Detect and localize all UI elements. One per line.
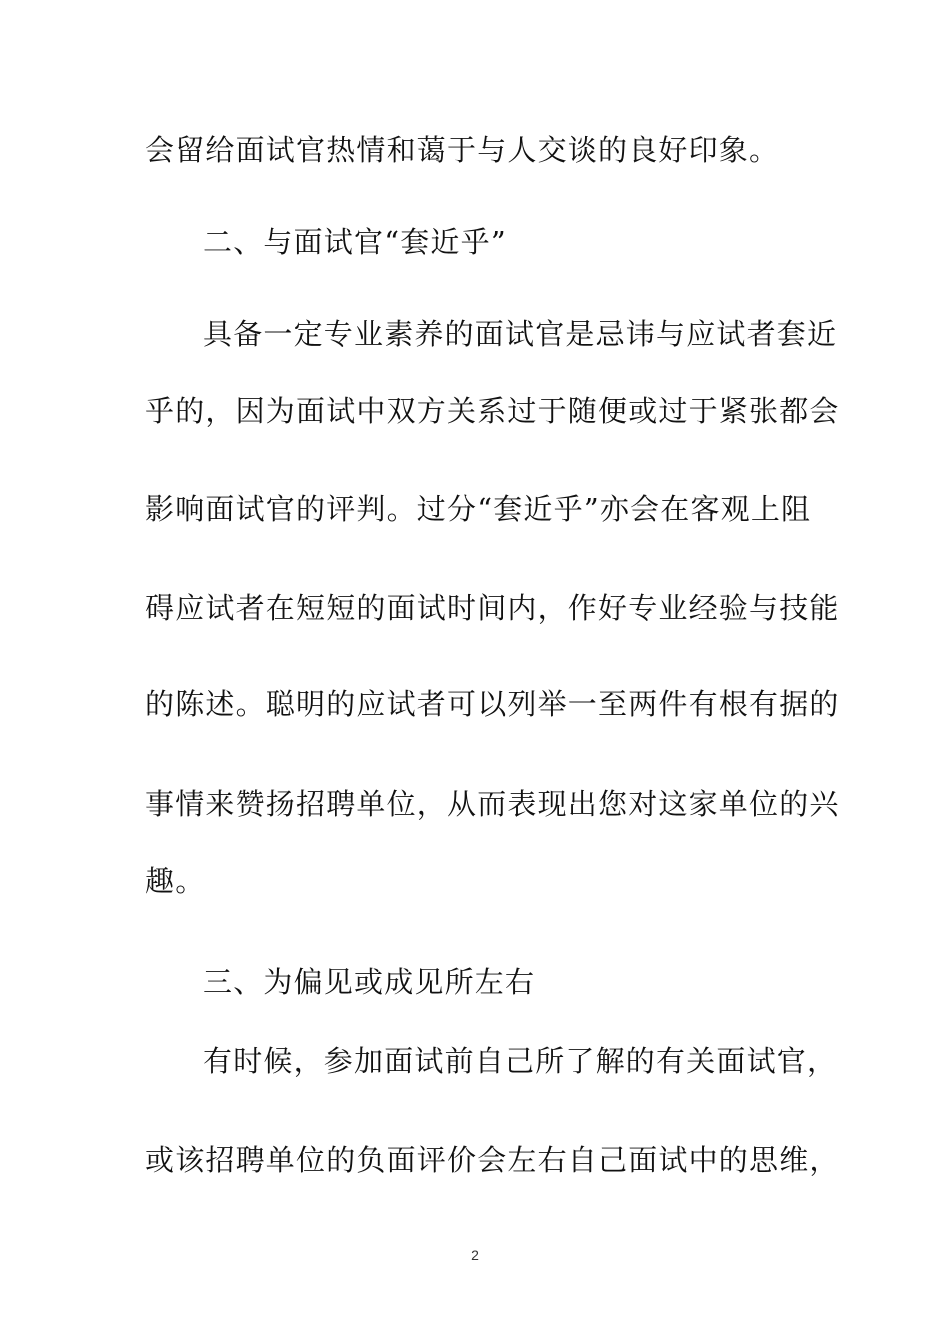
section-heading: 三、为偏见或成见所左右 [203, 965, 536, 999]
section-heading: 二、与面试官“套近乎” [203, 225, 507, 259]
paragraph-line: 具备一定专业素养的面试官是忌讳与应试者套近 [203, 317, 838, 351]
paragraph-line: 有时候，参加面试前自己所了解的有关面试官， [203, 1044, 838, 1078]
paragraph-line: 的陈述。聪明的应试者可以列举一至两件有根有据的 [145, 687, 840, 721]
paragraph-line: 乎的，因为面试中双方关系过于随便或过于紧张都会 [145, 394, 840, 428]
page-number: 2 [471, 1247, 479, 1263]
paragraph-line: 事情来赞扬招聘单位，从而表现出您对这家单位的兴 [145, 787, 840, 821]
paragraph-line: 影响面试官的评判。过分“套近乎”亦会在客观上阻 [145, 492, 812, 526]
paragraph-line: 趣。 [145, 864, 206, 898]
paragraph-line: 会留给面试官热情和蔼于与人交谈的良好印象。 [145, 133, 780, 167]
paragraph-line: 或该招聘单位的负面评价会左右自己面试中的思维， [145, 1143, 840, 1177]
paragraph-line: 碍应试者在短短的面试时间内，作好专业经验与技能 [145, 591, 840, 625]
